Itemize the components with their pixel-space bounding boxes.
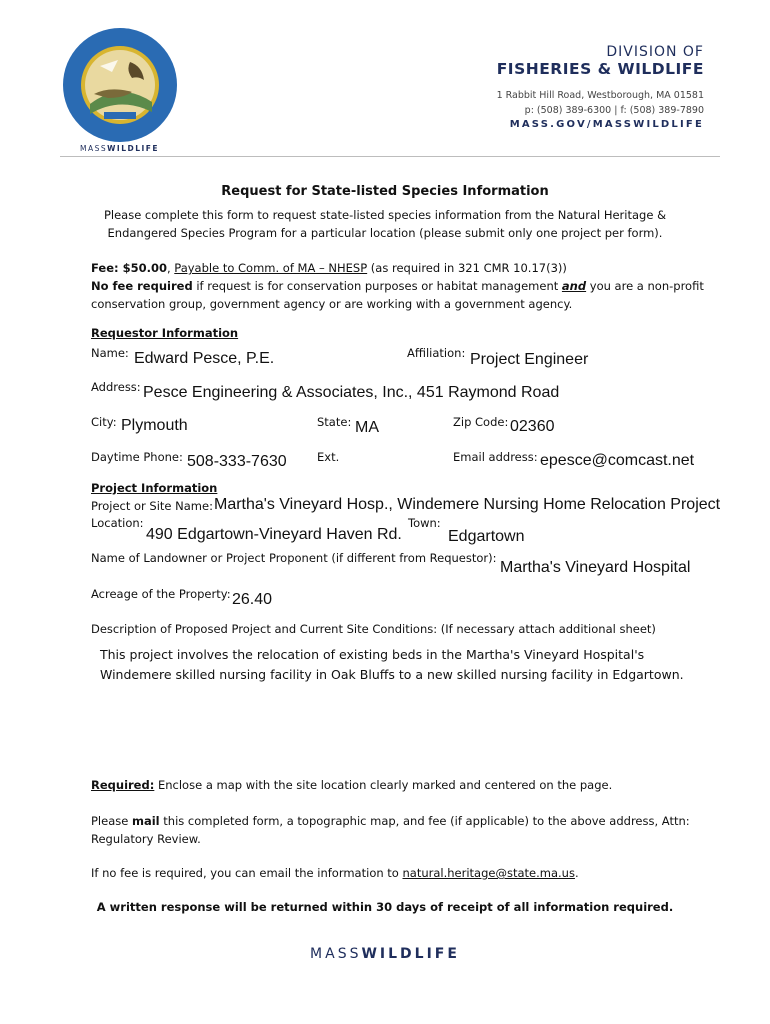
mail-bold: mail bbox=[131, 814, 160, 828]
description-label: Description of Proposed Project and Current Site Conditions: (If necessary attach additional sheet) bbox=[91, 622, 656, 636]
ext-label: Ext. bbox=[317, 450, 340, 464]
affiliation-field[interactable]: Project Engineer bbox=[470, 351, 589, 368]
mail-instruction bbox=[91, 812, 690, 848]
mail-pre: Please bbox=[91, 814, 132, 828]
zip-field[interactable]: 02360 bbox=[510, 418, 555, 435]
address-field[interactable]: Pesce Engineering & Associates, Inc., 451 Raymond Road bbox=[143, 384, 560, 401]
response-note: A written response will be returned within 30 days of receipt of all information required. bbox=[96, 900, 674, 914]
state-field[interactable]: MA bbox=[355, 419, 379, 436]
description-line-2: Windemere skilled nursing facility in Oak Bluffs to a new skilled nursing facility in Edgartown. bbox=[100, 667, 684, 682]
fee-rest: (as required in 321 CMR 10.17(3)) bbox=[367, 261, 567, 275]
agency-website[interactable]: MASS.GOV/MASSWILDLIFE bbox=[509, 119, 704, 130]
landowner-label: Name of Landowner or Project Proponent (if different from Requestor): bbox=[91, 551, 497, 565]
ext-field[interactable] bbox=[345, 453, 425, 471]
no-fee-bold: No fee required bbox=[91, 279, 193, 293]
no-fee-and: and bbox=[561, 279, 587, 293]
fee-amount: Fee: $50.00 bbox=[91, 261, 167, 275]
intro-line-1: Please complete this form to request state-listed species information from the Natural Heritage & bbox=[103, 208, 667, 222]
seal-masswildlife-wordmark bbox=[80, 144, 159, 153]
wordmark-mass: MASS bbox=[80, 144, 108, 153]
city-label: City: bbox=[91, 415, 117, 429]
no-fee-text-1: if request is for conservation purposes or habitat management bbox=[192, 279, 562, 293]
masswildlife-seal-logo bbox=[60, 26, 180, 144]
footer-logo-wildlife: WILDLIFE bbox=[361, 946, 460, 962]
agency-address: 1 Rabbit Hill Road, Westborough, MA 01581 bbox=[496, 90, 704, 101]
email-instruction bbox=[91, 864, 579, 882]
required-label: Required: bbox=[91, 778, 155, 792]
location-label: Location: bbox=[91, 516, 144, 530]
fee-payable: Payable to Comm. of MA – NHESP bbox=[174, 261, 368, 275]
no-fee-line-2: conservation group, government agency or are working with a government agency. bbox=[91, 297, 573, 311]
affiliation-label: Affiliation: bbox=[407, 346, 466, 360]
email-label: Email address: bbox=[453, 450, 538, 464]
form-title: Request for State-listed Species Information bbox=[221, 184, 549, 199]
fee-sep: , bbox=[166, 261, 175, 275]
project-section-title: Project Information bbox=[91, 481, 218, 495]
site-name-label: Project or Site Name: bbox=[91, 499, 213, 513]
fee-line bbox=[91, 259, 567, 277]
name-field[interactable]: Edward Pesce, P.E. bbox=[134, 350, 275, 367]
email-pre: If no fee is required, you can email the information to bbox=[91, 866, 403, 880]
footer-logo-mass: MASS bbox=[310, 946, 362, 962]
intro-line-2: Endangered Species Program for a particular location (please submit only one project per form). bbox=[107, 226, 663, 240]
email-post: . bbox=[574, 866, 579, 880]
division-of-heading: DIVISION OF bbox=[606, 44, 704, 60]
town-label: Town: bbox=[408, 516, 441, 530]
fisheries-wildlife-heading: FISHERIES & WILDLIFE bbox=[496, 60, 704, 78]
landowner-field[interactable]: Martha's Vineyard Hospital bbox=[500, 559, 691, 576]
zip-label: Zip Code: bbox=[453, 415, 509, 429]
required-text: Enclose a map with the site location clearly marked and centered on the page. bbox=[154, 778, 613, 792]
wordmark-wildlife: WILDLIFE bbox=[107, 144, 160, 153]
agency-phones: p: (508) 389-6300 | f: (508) 389-7890 bbox=[524, 105, 704, 116]
name-label: Name: bbox=[91, 346, 129, 360]
nhesp-email-link[interactable]: natural.heritage@state.ma.us bbox=[402, 866, 575, 880]
description-field[interactable] bbox=[100, 645, 700, 765]
location-field[interactable]: 490 Edgartown-Vineyard Haven Rd. bbox=[146, 526, 402, 543]
no-fee-text-2: you are a non-profit bbox=[586, 279, 704, 293]
phone-field[interactable]: 508-333-7630 bbox=[187, 453, 287, 470]
city-field[interactable]: Plymouth bbox=[121, 417, 188, 434]
header-divider bbox=[60, 156, 720, 157]
address-label: Address: bbox=[91, 380, 141, 394]
town-field[interactable]: Edgartown bbox=[448, 528, 525, 545]
description-line-1: This project involves the relocation of existing beds in the Martha's Vineyard Hospital's bbox=[100, 647, 645, 662]
site-name-field[interactable]: Martha's Vineyard Hosp., Windemere Nursing Home Relocation Project bbox=[214, 496, 721, 513]
no-fee-line bbox=[91, 277, 704, 295]
footer-masswildlife-logo bbox=[0, 946, 770, 962]
requestor-section-title: Requestor Information bbox=[91, 326, 239, 340]
state-label: State: bbox=[317, 415, 352, 429]
phone-label: Daytime Phone: bbox=[91, 450, 183, 464]
required-note bbox=[91, 776, 612, 794]
acreage-field[interactable]: 26.40 bbox=[232, 591, 273, 608]
mail-text-2: Regulatory Review. bbox=[91, 832, 201, 846]
acreage-label: Acreage of the Property: bbox=[91, 587, 231, 601]
email-field[interactable]: epesce@comcast.net bbox=[540, 452, 695, 469]
mail-text-1: this completed form, a topographic map, and fee (if applicable) to the above address, Attn: bbox=[159, 814, 690, 828]
